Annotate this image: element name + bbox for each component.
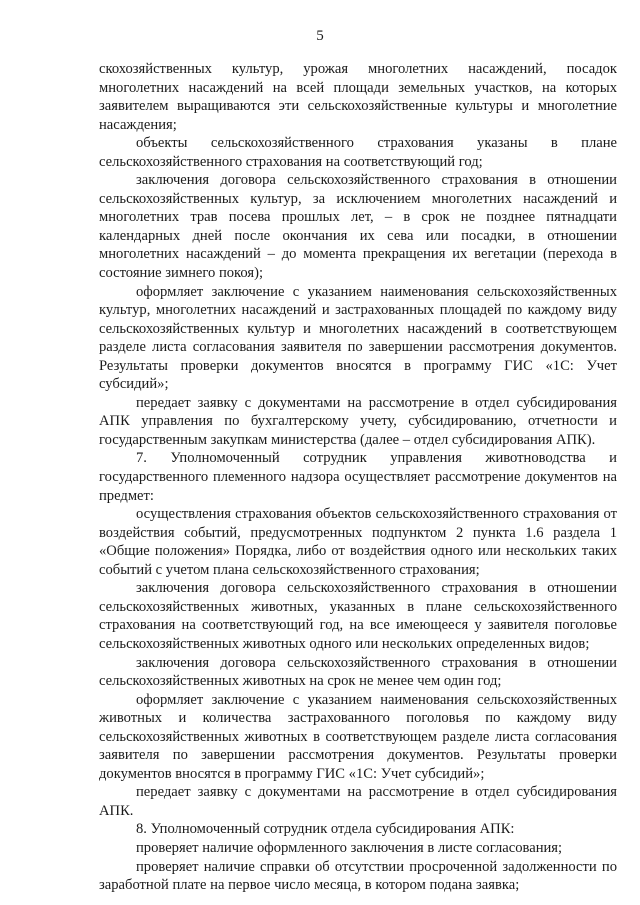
paragraph-4: оформляет заключение с указанием наименования сельскохозяйственных культур, многолетних насаждений и застрахованных площадей по каждому виду сельскохозяйственных культур и многолетних насаждений в соответствующем разделе листа согласования заявителя по завершении рассмотрения документов. Результаты проверки документов вносятся в программу ГИС «1С: Учет субсидий»; bbox=[99, 283, 617, 393]
paragraph-8: заключения договора сельскохозяйственного страхования в отношении сельскохозяйственных животных, указанных в плане сельскохозяйственного страхования на соответствующий год, на все имеющееся у заявителя поголовье сельскохозяйственных животных одного или нескольких определенных видов; bbox=[99, 580, 617, 652]
paragraph-1: скохозяйственных культур, урожая многолетних насаждений, посадок многолетних насаждений на всей площади земельных участков, на которых заявителем выращиваются эти сельскохозяйственные культуры и многолетние насаждения; bbox=[99, 61, 617, 133]
paragraph-11: передает заявку с документами на рассмотрение в отдел субсидирования АПК. bbox=[99, 784, 617, 819]
paragraph-6: 7. Уполномоченный сотрудник управления животноводства и государственного племенного надзора осуществляет рассмотрение документов на предмет: bbox=[99, 450, 617, 504]
paragraph-5: передает заявку с документами на рассмотрение в отдел субсидирования АПК управления по бухгалтерскому учету, субсидированию, отчетности и государственным закупкам министерства (далее – отдел субсидирования АПК). bbox=[99, 394, 617, 448]
paragraph-3: заключения договора сельскохозяйственного страхования в отношении сельскохозяйственных культур, за исключением многолетних насаждений и многолетних трав посева прошлых лет, – в срок не позднее пятнадцати календарных дней после окончания их сева или посадки, в отношении многолетних насаждений – до момента прекращения их вегетации (перехода в состояние зимнего покоя); bbox=[99, 172, 617, 282]
paragraph-9: заключения договора сельскохозяйственного страхования в отношении сельскохозяйственных животных на срок не менее чем один год; bbox=[99, 654, 617, 690]
page-number: 5 bbox=[316, 28, 324, 44]
paragraph-7: осуществления страхования объектов сельскохозяйственного страхования от воздействия событий, предусмотренных подпунктом 2 пункта 1.6 раздела 1 «Общие положения» Порядка, либо от воздействия одного или нескольких таких событий с учетом плана сельскохозяйственного страхования; bbox=[99, 506, 617, 578]
paragraph-12: 8. Уполномоченный сотрудник отдела субсидирования АПК: bbox=[136, 821, 515, 838]
paragraph-14: проверяет наличие справки об отсутствии просроченной задолженности по заработной плате на первое число месяца, в котором подана заявка; bbox=[99, 858, 617, 894]
paragraph-10: оформляет заключение с указанием наименования сельскохозяйственных животных и количества застрахованного поголовья по каждому виду сельскохозяйственных животных в соответствующем разделе листа согласования заявителя по завершении рассмотрения документов. Результаты проверки документов вносятся в программу ГИС «1С: Учет субсидий»; bbox=[99, 691, 617, 782]
paragraph-2: объекты сельскохозяйственного страхования указаны в плане сельскохозяйственного страхования на соответствующий год; bbox=[99, 135, 617, 170]
document-body bbox=[99, 60, 617, 895]
paragraph-13: проверяет наличие оформленного заключения в листе согласования; bbox=[136, 839, 563, 856]
